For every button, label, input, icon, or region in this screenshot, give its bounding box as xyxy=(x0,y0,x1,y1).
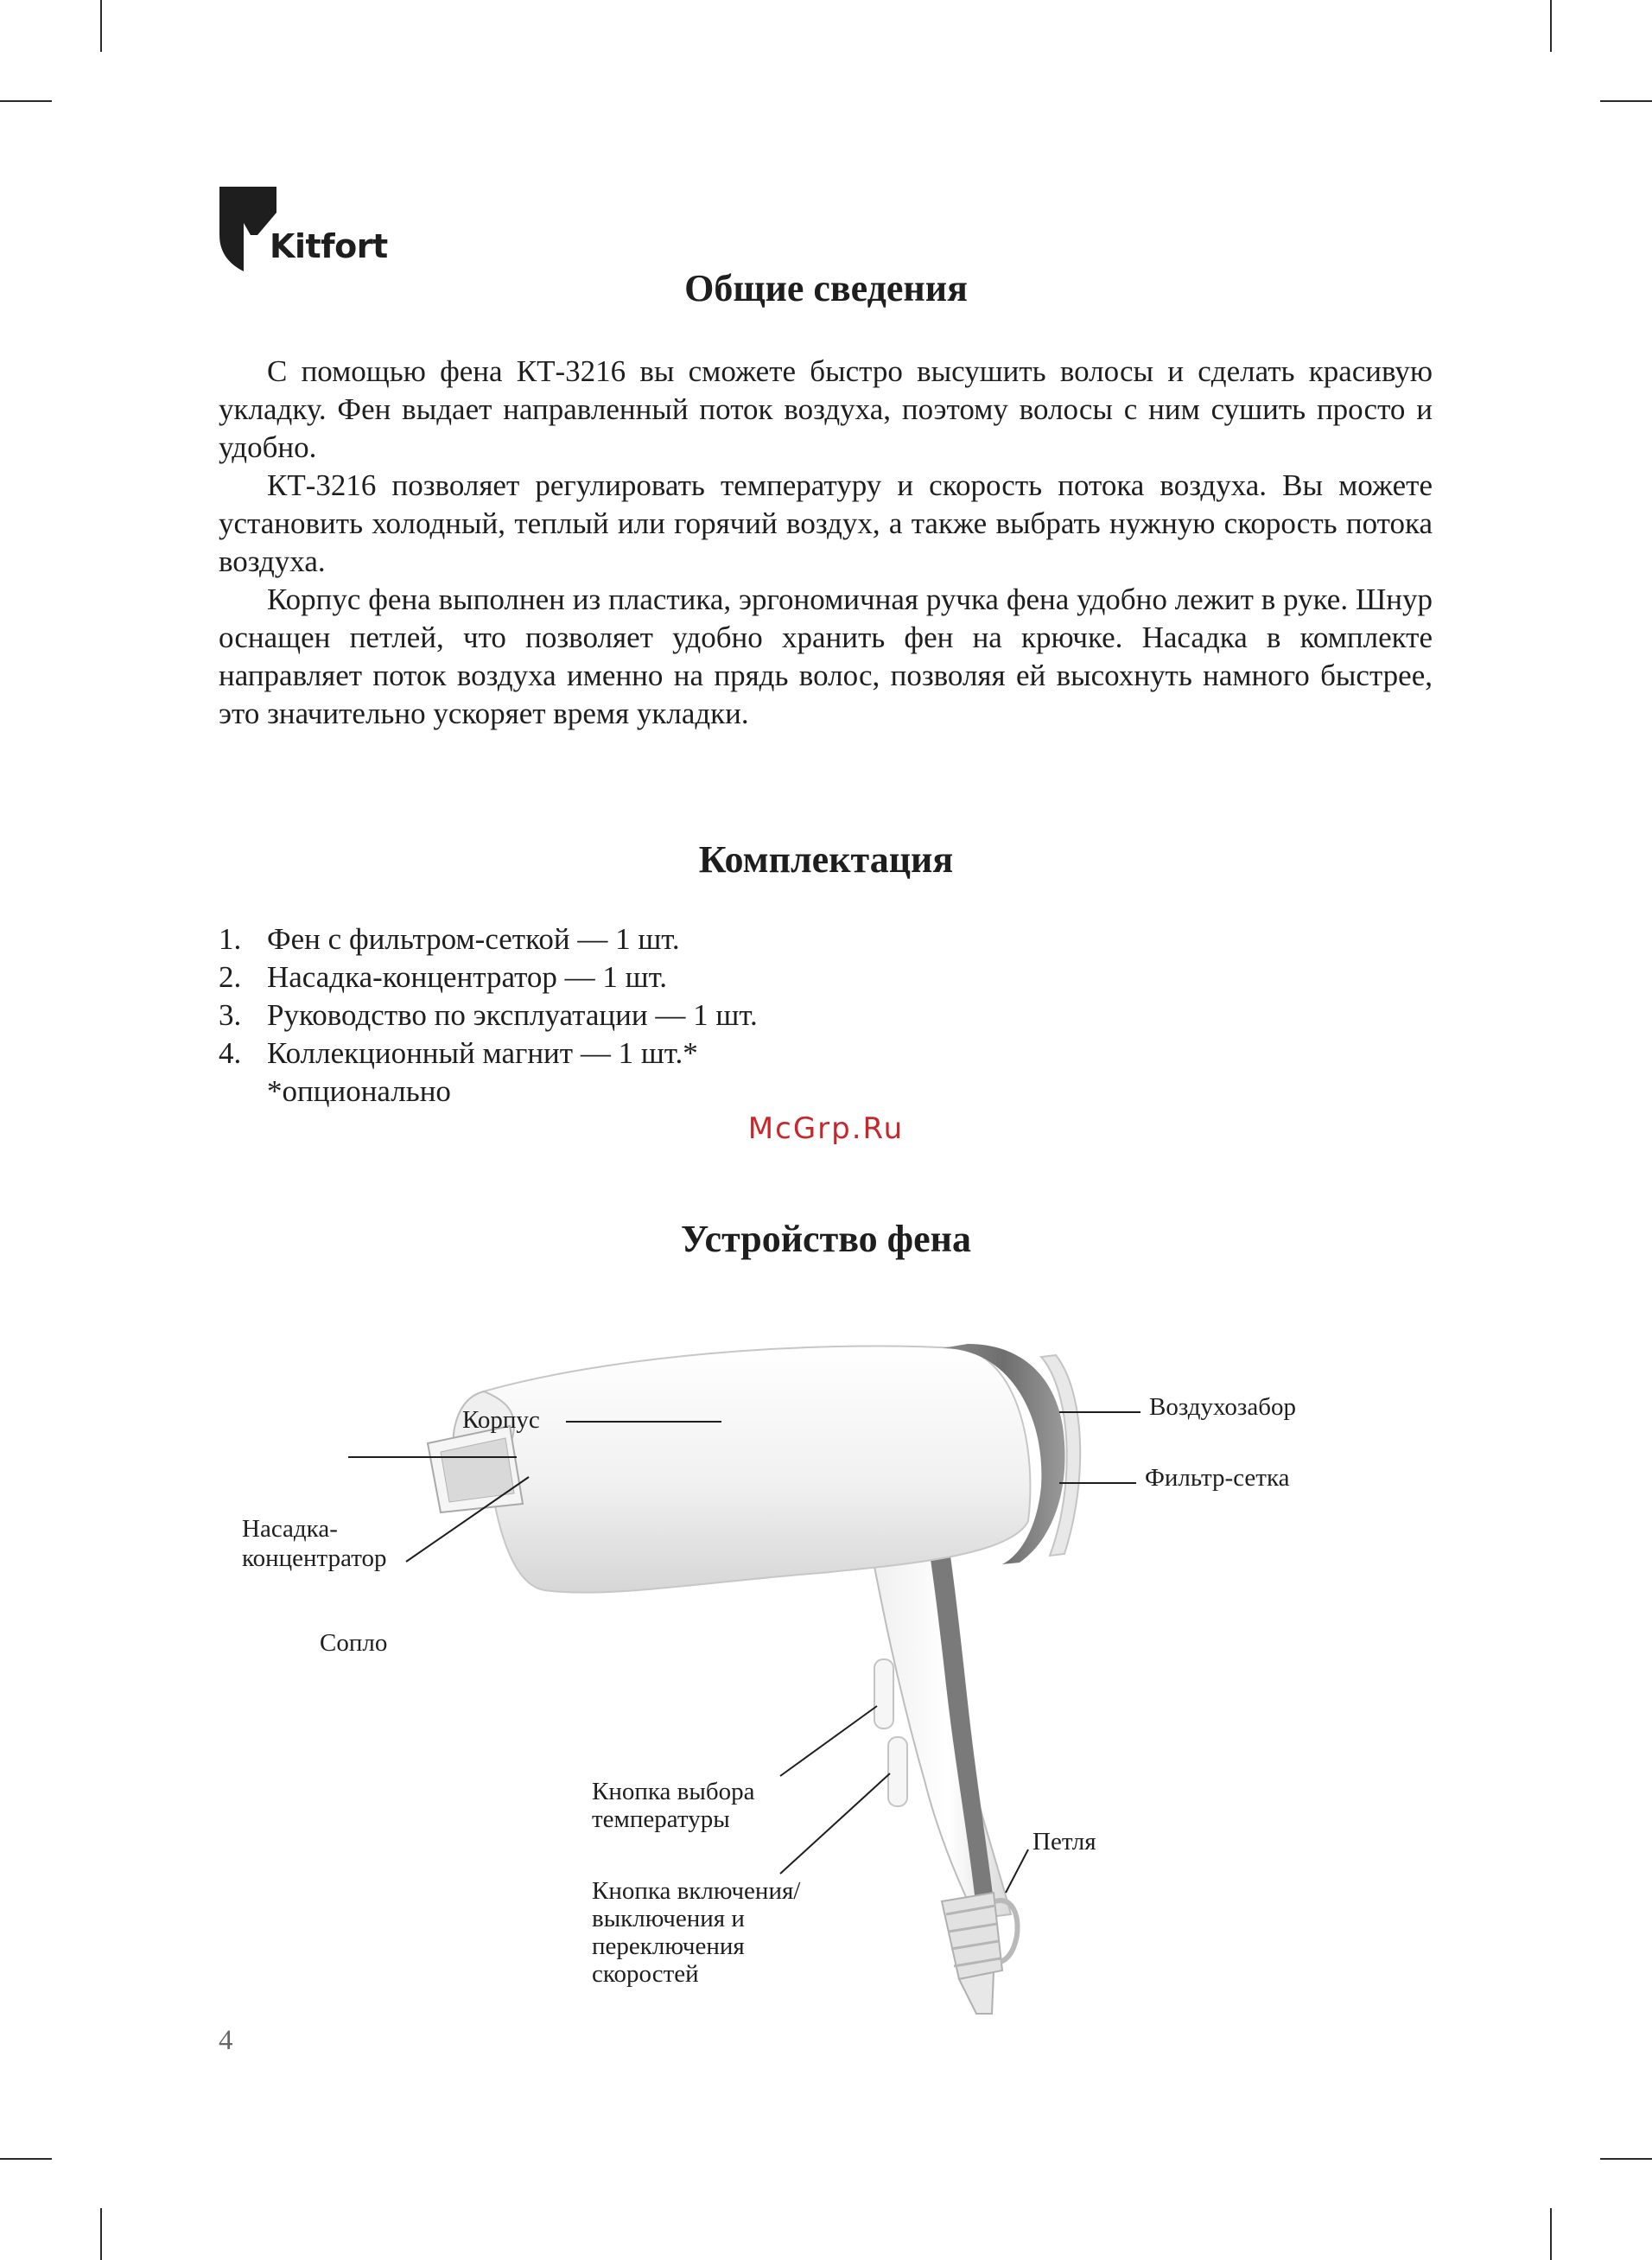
contents-title: Комплектация xyxy=(698,838,954,881)
watermark: McGrp.Ru xyxy=(747,1111,905,1146)
page-number: 4 xyxy=(219,2025,233,2056)
label-outlet: Сопло xyxy=(320,1629,388,1657)
label-power-3: переключения xyxy=(592,1932,745,1960)
label-power-4: скоростей xyxy=(592,1960,699,1988)
label-intake: Воздухозабор xyxy=(1149,1393,1297,1421)
label-filter: Фильтр-сетка xyxy=(1145,1464,1290,1492)
cord-guard xyxy=(942,1893,1002,2014)
crop-mark xyxy=(100,0,102,52)
brand-name: Kitfort xyxy=(270,227,388,265)
general-paragraph-1: С помощью фена КТ-3216 вы сможете быстро высушить волосы и сделать красивую укладку. Фен выдает направленный поток воздуха, поэтому волосы с ним сушить просто и удобно. xyxy=(219,354,1433,464)
list-item: 1. Фен с фильтром-сеткой — 1 шт. xyxy=(219,922,680,956)
contents-note: *опционально xyxy=(267,1074,451,1108)
device-title: Устройство фена xyxy=(681,1218,971,1260)
label-power-1: Кнопка включения/ xyxy=(592,1877,801,1905)
dryer-body xyxy=(484,1346,1030,1592)
label-temp-2: температуры xyxy=(592,1805,730,1833)
list-item: 4. Коллекционный магнит — 1 шт.* xyxy=(219,1036,698,1070)
crop-mark xyxy=(1550,0,1552,52)
label-nozzle-2: концентратор xyxy=(242,1544,387,1572)
crop-mark xyxy=(0,100,52,102)
crop-mark xyxy=(100,2208,102,2260)
general-paragraph-3: Корпус фена выполнен из пластика, эргономичная ручка фена удобно лежит в руке. Шнур оснащен петлей, что позволяет удобно хранить фен на крючке. Насадка в комплекте направляет поток воздуха именно на прядь волос, позволяя ей высохнуть намного быстрее, это значительно ускоряет время укладки. xyxy=(219,583,1433,730)
hair-dryer-diagram xyxy=(0,1296,1652,2074)
label-body: Корпус xyxy=(462,1406,540,1434)
list-item: 3. Руководство по эксплуатации — 1 шт. xyxy=(219,998,758,1032)
crop-mark xyxy=(1600,2158,1652,2160)
label-temp-1: Кнопка выбора xyxy=(592,1778,755,1805)
crop-mark xyxy=(0,2158,52,2160)
crop-mark xyxy=(1550,2208,1552,2260)
general-title: Общие сведения xyxy=(684,267,968,309)
temperature-button xyxy=(874,1659,893,1728)
label-power-2: выключения и xyxy=(592,1905,745,1932)
contents-list xyxy=(219,920,758,1111)
label-nozzle-1: Насадка- xyxy=(242,1515,338,1543)
general-paragraph-2: КТ-3216 позволяет регулировать температуру и скорость потока воздуха. Вы можете установить холодный, теплый или горячий воздух, а также выбрать нужную скорость потока воздуха. xyxy=(219,468,1433,578)
label-loop: Петля xyxy=(1032,1828,1096,1856)
list-item: 2. Насадка-концентратор — 1 шт. xyxy=(219,960,668,994)
power-button xyxy=(888,1737,907,1806)
crop-mark xyxy=(1600,100,1652,102)
